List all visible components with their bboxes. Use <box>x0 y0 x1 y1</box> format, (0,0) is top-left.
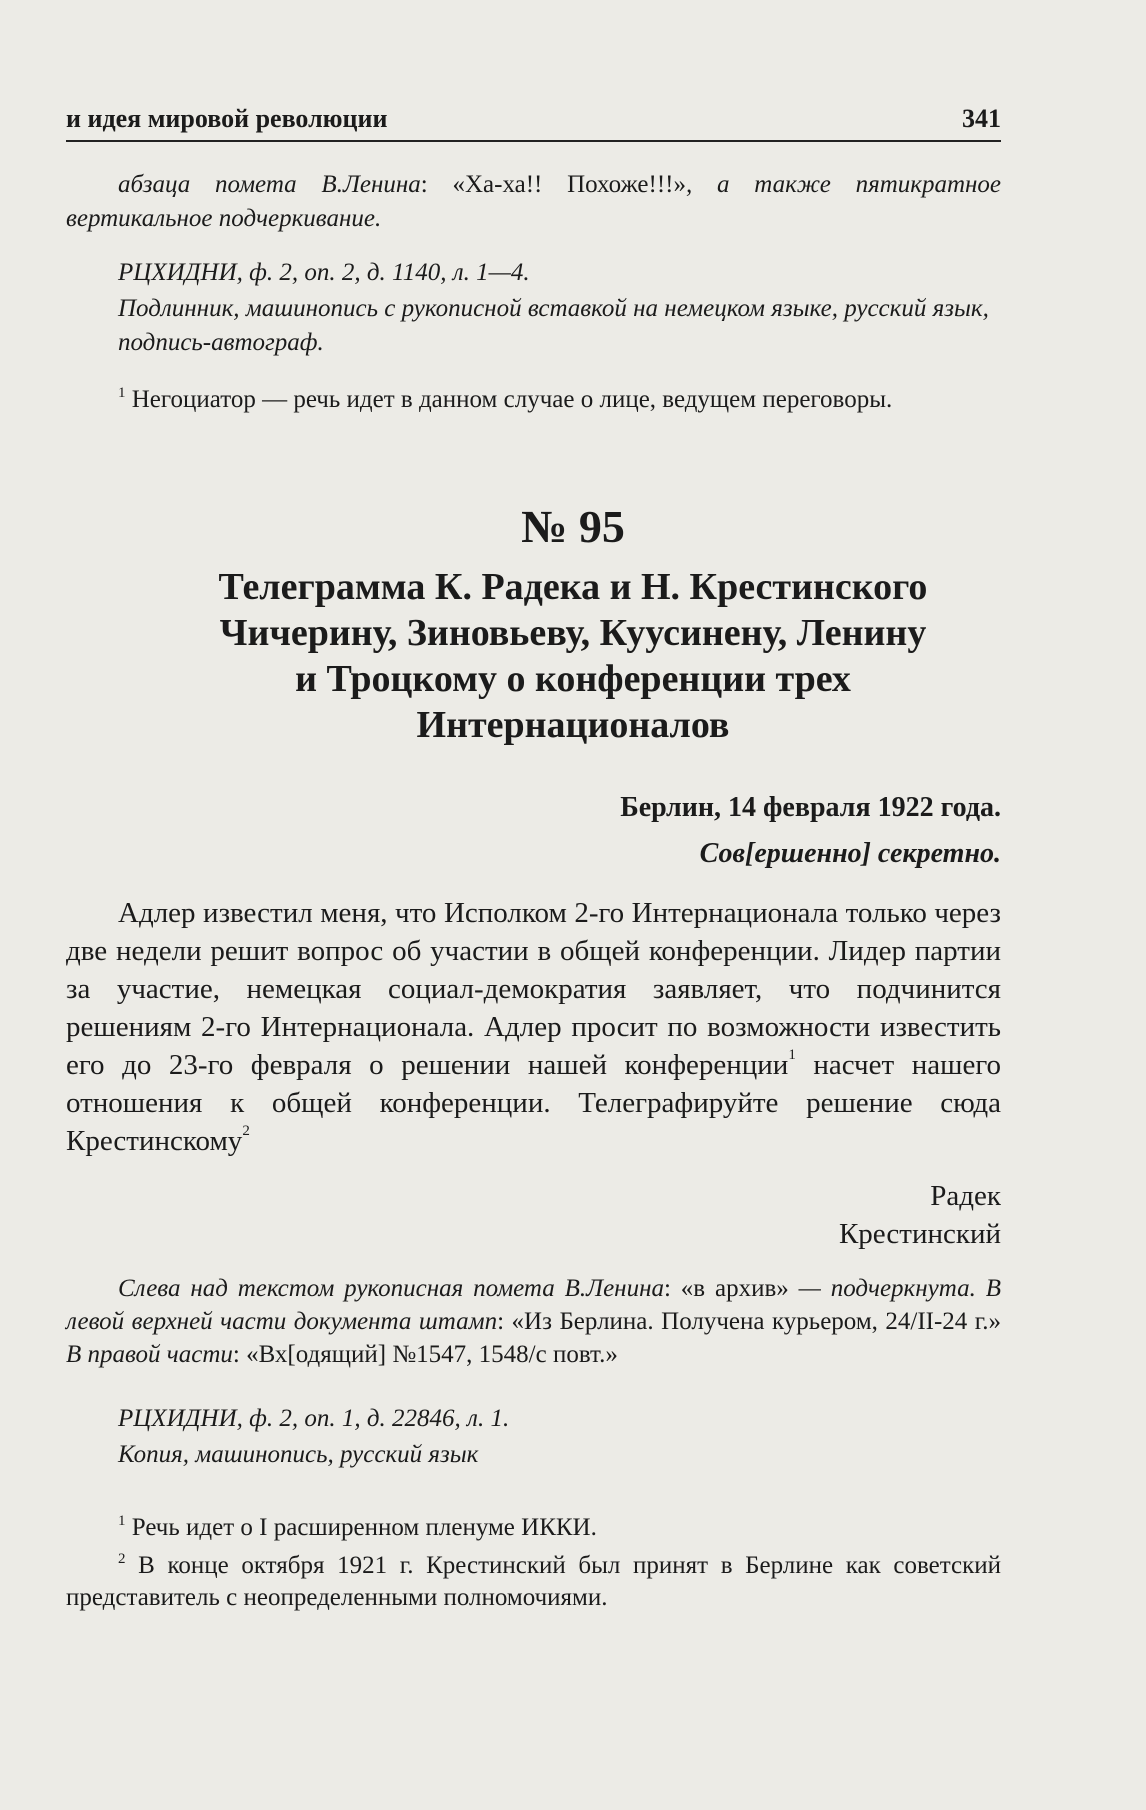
note-text: абзаца помета В.Ленина <box>118 171 421 198</box>
note-text-2: — подчеркнута. В левой верхней части документа штамп <box>66 1275 1001 1335</box>
note-text: Слева над текстом рукописная помета В.Ленина <box>118 1275 664 1302</box>
title-line: Интернационалов <box>416 704 730 746</box>
footnote-mark: 1 <box>118 1513 126 1529</box>
footnote-ref: 2 <box>242 1123 250 1139</box>
document-number: № 95 <box>521 501 625 552</box>
note-quote: : «в архив» <box>664 1275 789 1302</box>
archive-ref: РЦХИДНИ, ф. 2, оп. 2, д. 1140, л. 1—4. <box>118 259 530 286</box>
classification: Сов[ершенно] секретно. <box>699 838 1001 869</box>
footnote-mark: 1 <box>118 385 126 401</box>
stamp-text: : «Из Берлина. Получена курьером, 24/II-24 г.» <box>497 1308 1001 1335</box>
previous-footnote <box>66 384 1001 416</box>
archive-ref-2 <box>66 1402 1001 1436</box>
note-text-2: , а также пятикратное вертикальное подчеркивание. <box>66 171 1001 232</box>
footnote-text: В конце октября 1921 г. Крестинский был принят в Берлине как советский представитель с неопределенными полномочиями. <box>66 1552 1002 1611</box>
document-title <box>80 564 1066 748</box>
previous-archive-ref <box>66 256 1001 290</box>
body-text-2: насчет нашего отношения к общей конференции. Телеграфируйте решение сюда Крестинскому <box>66 1049 1002 1157</box>
copy-text: Копия, машинопись, русский язык <box>118 1441 479 1468</box>
signature-radek: Радек <box>930 1180 1001 1212</box>
title-line: и Троцкому о конференции трех <box>295 658 851 700</box>
body-text: Адлер известил меня, что Исполком 2-го Интернационала только через две недели решит вопрос об участии в общей конференции. Лидер партии за участие, немецкая социал-демократия заявляет, что подчинится решениям 2-го Интернационала. Адлер просит по возможности известить его до 23-го февраля о решении нашей конференции <box>66 897 1001 1081</box>
original-note: Подлинник, машинопись с рукописной вставкой на немецком языке, русский язык, подпись-автограф. <box>118 295 989 356</box>
running-title: и идея мировой революции <box>66 104 388 133</box>
previous-doc-note <box>66 168 1001 236</box>
note-quote: : «Ха-ха!! Похоже!!!» <box>420 171 686 198</box>
footnote-ref: 1 <box>788 1047 796 1063</box>
title-line: Чичерину, Зиновьеву, Куусинену, Ленину <box>219 612 927 654</box>
telegram-body <box>66 894 1001 1160</box>
running-header <box>66 100 1001 142</box>
archival-note <box>66 1272 1001 1371</box>
page-number: 341 <box>962 104 1001 133</box>
archive-ref: РЦХИДНИ, ф. 2, оп. 1, д. 22846, л. 1. <box>118 1405 510 1432</box>
previous-original-note <box>66 292 1001 360</box>
footnote-1 <box>66 1512 1001 1544</box>
place-date: Берлин, 14 февраля 1922 года. <box>620 792 1001 823</box>
signature-krestinsky: Крестинский <box>838 1218 1001 1250</box>
title-line: Телеграмма К. Радека и Н. Крестинского <box>218 566 928 608</box>
copy-note <box>66 1438 1001 1472</box>
footnote-mark: 2 <box>118 1551 126 1567</box>
incoming-number: : «Вх[одящий] №1547, 1548/с повт.» <box>232 1341 618 1368</box>
note-text-3: В правой части <box>66 1341 233 1368</box>
footnote-2 <box>66 1550 1001 1614</box>
footnote-text: Негоциатор — речь идет в данном случае о лице, ведущем переговоры. <box>131 386 893 413</box>
footnote-text: Речь идет о I расширенном пленуме ИККИ. <box>131 1514 597 1541</box>
